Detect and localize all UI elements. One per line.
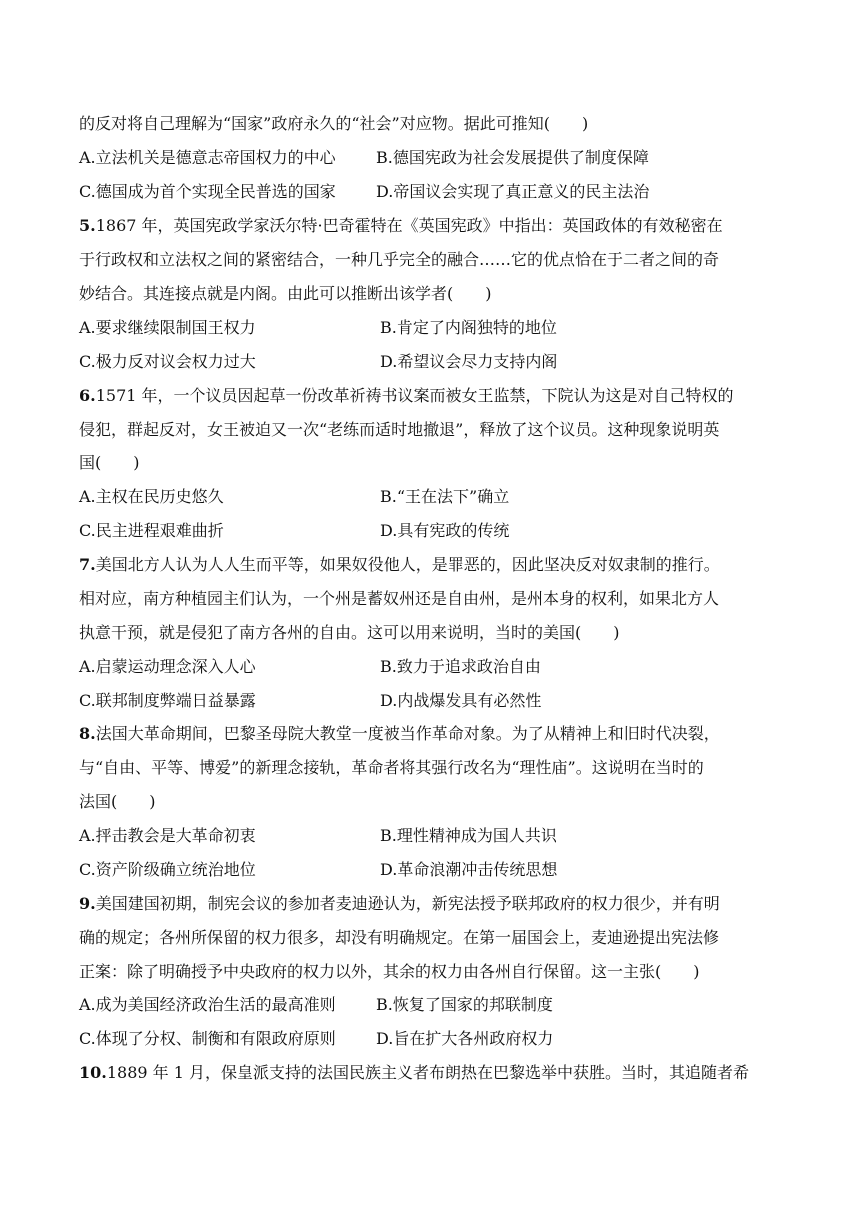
q6-option-a: A.主权在民历史悠久 — [79, 487, 224, 506]
q4-option-a: A.立法机关是德意志帝国权力的中心 — [79, 148, 336, 167]
question-8-line-2: 与“自由、平等、博爱”的新理念接轨，革命者将其强行改名为“理性庙”。这说明在当时的 — [79, 758, 704, 777]
q8-option-a: A.抨击教会是大革命初衷 — [79, 826, 256, 845]
q8-option-c: C.资产阶级确立统治地位 — [79, 860, 256, 879]
question-5-line-2: 于行政权和立法权之间的紧密结合，一种几乎完全的融合……它的优点恰在于二者之间的奇 — [79, 250, 720, 269]
q6-option-c: C.民主进程艰难曲折 — [79, 521, 224, 540]
q5-option-a: A.要求继续限制国王权力 — [79, 318, 256, 337]
q5-option-b: B.肯定了内阁独特的地位 — [380, 318, 557, 337]
q9-option-d: D.旨在扩大各州政府权力 — [376, 1029, 554, 1048]
q4-option-c: C.德国成为首个实现全民普选的国家 — [79, 182, 336, 201]
question-5-number: 5. — [79, 216, 96, 235]
question-4-stem-tail: 的反对将自己理解为“国家”政府永久的“社会”对应物。据此可推知( ) — [79, 114, 589, 133]
question-9-line-2: 确的规定；各州所保留的权力很多，却没有明确规定。在第一届国会上，麦迪逊提出宪法修 — [79, 928, 720, 947]
q9-option-b: B.恢复了国家的邦联制度 — [376, 995, 553, 1014]
question-10-line-1 — [79, 1063, 749, 1083]
question-7-line-3: 执意干预，就是侵犯了南方各州的自由。这可以用来说明，当时的美国( ) — [79, 623, 620, 642]
question-5-text: 1867 年，英国宪政学家沃尔特·巴奇霍特在《英国宪政》中指出：英国政体的有效秘密在 — [95, 216, 723, 235]
question-6-line-2: 侵犯，群起反对，女王被迫又一次“老练而适时地撤退”，释放了这个议员。这种现象说明英 — [79, 420, 720, 439]
question-6-number: 6. — [79, 386, 96, 405]
question-7-line-1 — [79, 555, 720, 575]
q7-option-d: D.内战爆发具有必然性 — [380, 691, 542, 710]
q6-option-b: B.“王在法下”确立 — [380, 487, 510, 506]
q4-option-b: B.德国宪政为社会发展提供了制度保障 — [376, 148, 649, 167]
q8-option-d: D.革命浪潮冲击传统思想 — [380, 860, 558, 879]
q5-option-d: D.希望议会尽力支持内阁 — [380, 352, 558, 371]
q4-option-d: D.帝国议会实现了真正意义的民主法治 — [376, 182, 650, 201]
q7-option-b: B.致力于追求政治自由 — [380, 657, 541, 676]
q7-option-c: C.联邦制度弊端日益暴露 — [79, 691, 256, 710]
question-6-line-1 — [79, 386, 734, 406]
question-8-number: 8. — [79, 724, 96, 743]
question-9-line-1 — [79, 894, 720, 914]
question-7-line-2: 相对应，南方种植园主们认为，一个州是蓄奴州还是自由州，是州本身的权利，如果北方人 — [79, 589, 720, 608]
question-9-line-3: 正案：除了明确授予中央政府的权力以外，其余的权力由各州自行保留。这一主张( ) — [79, 962, 700, 981]
q8-option-b: B.理性精神成为国人共识 — [380, 826, 557, 845]
question-5-line-1 — [79, 216, 723, 236]
q9-option-c: C.体现了分权、制衡和有限政府原则 — [79, 1029, 336, 1048]
q5-option-c: C.极力反对议会权力过大 — [79, 352, 256, 371]
question-10-number: 10. — [79, 1063, 107, 1082]
question-5-line-3: 妙结合。其连接点就是内阁。由此可以推断出该学者( ) — [79, 284, 492, 303]
question-6-text: 1571 年，一个议员因起草一份改革祈祷书议案而被女王监禁，下院认为这是对自己特权的 — [95, 386, 734, 405]
question-7-number: 7. — [79, 555, 96, 574]
q7-option-a: A.启蒙运动理念深入人心 — [79, 657, 256, 676]
question-6-line-3: 国( ) — [79, 453, 140, 472]
question-8-text: 法国大革命期间，巴黎圣母院大教堂一度被当作革命对象。为了从精神上和旧时代决裂， — [95, 724, 720, 743]
question-8-line-3: 法国( ) — [79, 792, 156, 811]
q9-option-a: A.成为美国经济政治生活的最高准则 — [79, 995, 336, 1014]
question-9-text: 美国建国初期，制宪会议的参加者麦迪逊认为，新宪法授予联邦政府的权力很少，并有明 — [95, 894, 720, 913]
question-7-text: 美国北方人认为人人生而平等，如果奴役他人，是罪恶的，因此坚决反对奴隶制的推行。 — [95, 555, 720, 574]
q6-option-d: D.具有宪政的传统 — [380, 521, 510, 540]
question-9-number: 9. — [79, 894, 96, 913]
question-8-line-1 — [79, 724, 720, 744]
question-10-text: 1889 年 1 月，保皇派支持的法国民族主义者布朗热在巴黎选举中获胜。当时，其追随者希 — [106, 1063, 750, 1082]
